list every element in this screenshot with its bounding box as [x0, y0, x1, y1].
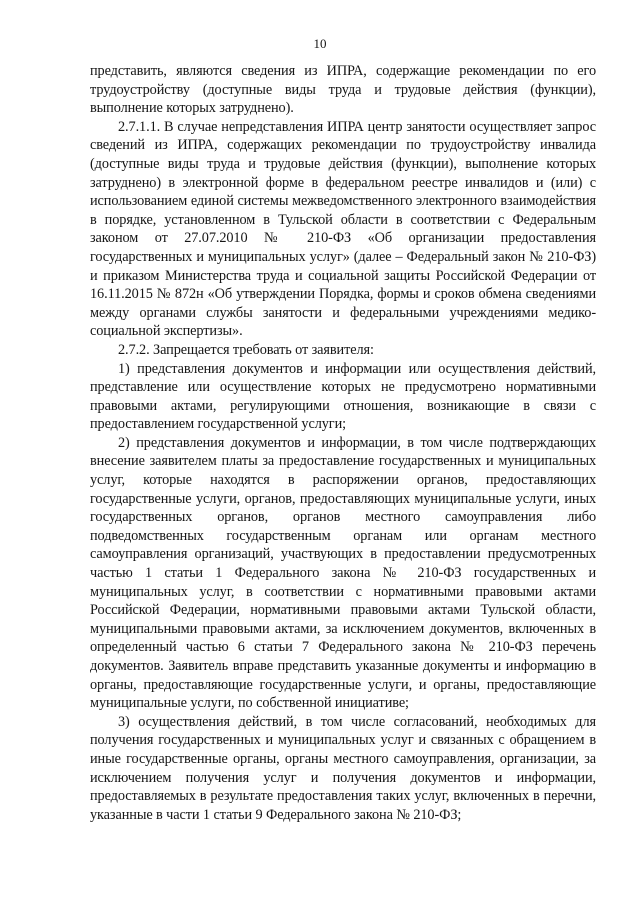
list-item-3: 3) осуществления действий, в том числе согласований, необходимых для получения государственных и муниципальных услуг и связанных с обращением в иные государственные органы, органы местного самоуправления, организации, за исключением получения услуг и получения документов и информации, предоставляемых в результате предоставления таких услуг, включенных в перечни, указанные в части 1 статьи 9 Федерального закона № 210-ФЗ; [90, 713, 596, 823]
list-item-1: 1) представления документов и информации или осуществления действий, представление или осуществление которых не предусмотрено нормативными правовыми актами, регулирующими отношения, возникающие в связи с предоставлением государственной услуги; [90, 360, 596, 433]
page-number: 10 [313, 36, 327, 51]
document-body [90, 62, 596, 824]
paragraph-2-7-1-1: 2.7.1.1. В случае непредставления ИПРА центр занятости осуществляет запрос сведений из ИПРА, содержащих рекомендации по трудоустройству инвалида (доступные виды труда и трудовые действия (функции), выполнение которых затруднено) в электронной форме в федеральном реестре инвалидов и (или) с использованием единой системы межведомственного электронного взаимодействия в порядке, установленном в Тульской области в соответствии с Федеральным законом от 27.07.2010 № 210-ФЗ «Об организации предоставления государственных и муниципальных услуг» (далее – Федеральный закон № 210-ФЗ) и приказом Министерства труда и социальной защиты Российской Федерации от 16.11.2015 № 872н «Об утверждении Порядка, формы и сроков обмена сведениями между органами службы занятости и федеральными учреждениями медико-социальной экспертизы». [90, 118, 596, 340]
paragraph-continuation: представить, являются сведения из ИПРА, содержащие рекомендации по его трудоустройству (доступные виды труда и трудовые действия (функции), выполнение которых затруднено). [90, 63, 596, 117]
list-item-2: 2) представления документов и информации, в том числе подтверждающих внесение заявителем платы за предоставление государственных и муниципальных услуг, которые находятся в распоряжении органов, предоставляющих государственные услуги, органов, предоставляющих муниципальные услуги, иных государственных органов, органов местного самоуправления либо подведомственных государственным органам или органам местного самоуправления организаций, участвующих в предоставлении предусмотренных частью 1 статьи 1 Федерального закона № 210-ФЗ государственных и муниципальных услуг, в соответствии с нормативными правовыми актами Российской Федерации, нормативными правовыми актами Тульской области, муниципальными правовыми актами, за исключением документов, включенных в определенный частью 6 статьи 7 Федерального закона № 210-ФЗ перечень документов. Заявитель вправе представить указанные документы и информацию в органы, предоставляющие государственные услуги, и органы, предоставляющие муниципальные услуги, по собственной инициативе; [90, 434, 596, 712]
paragraph-2-7-2: 2.7.2. Запрещается требовать от заявителя: [118, 341, 374, 358]
